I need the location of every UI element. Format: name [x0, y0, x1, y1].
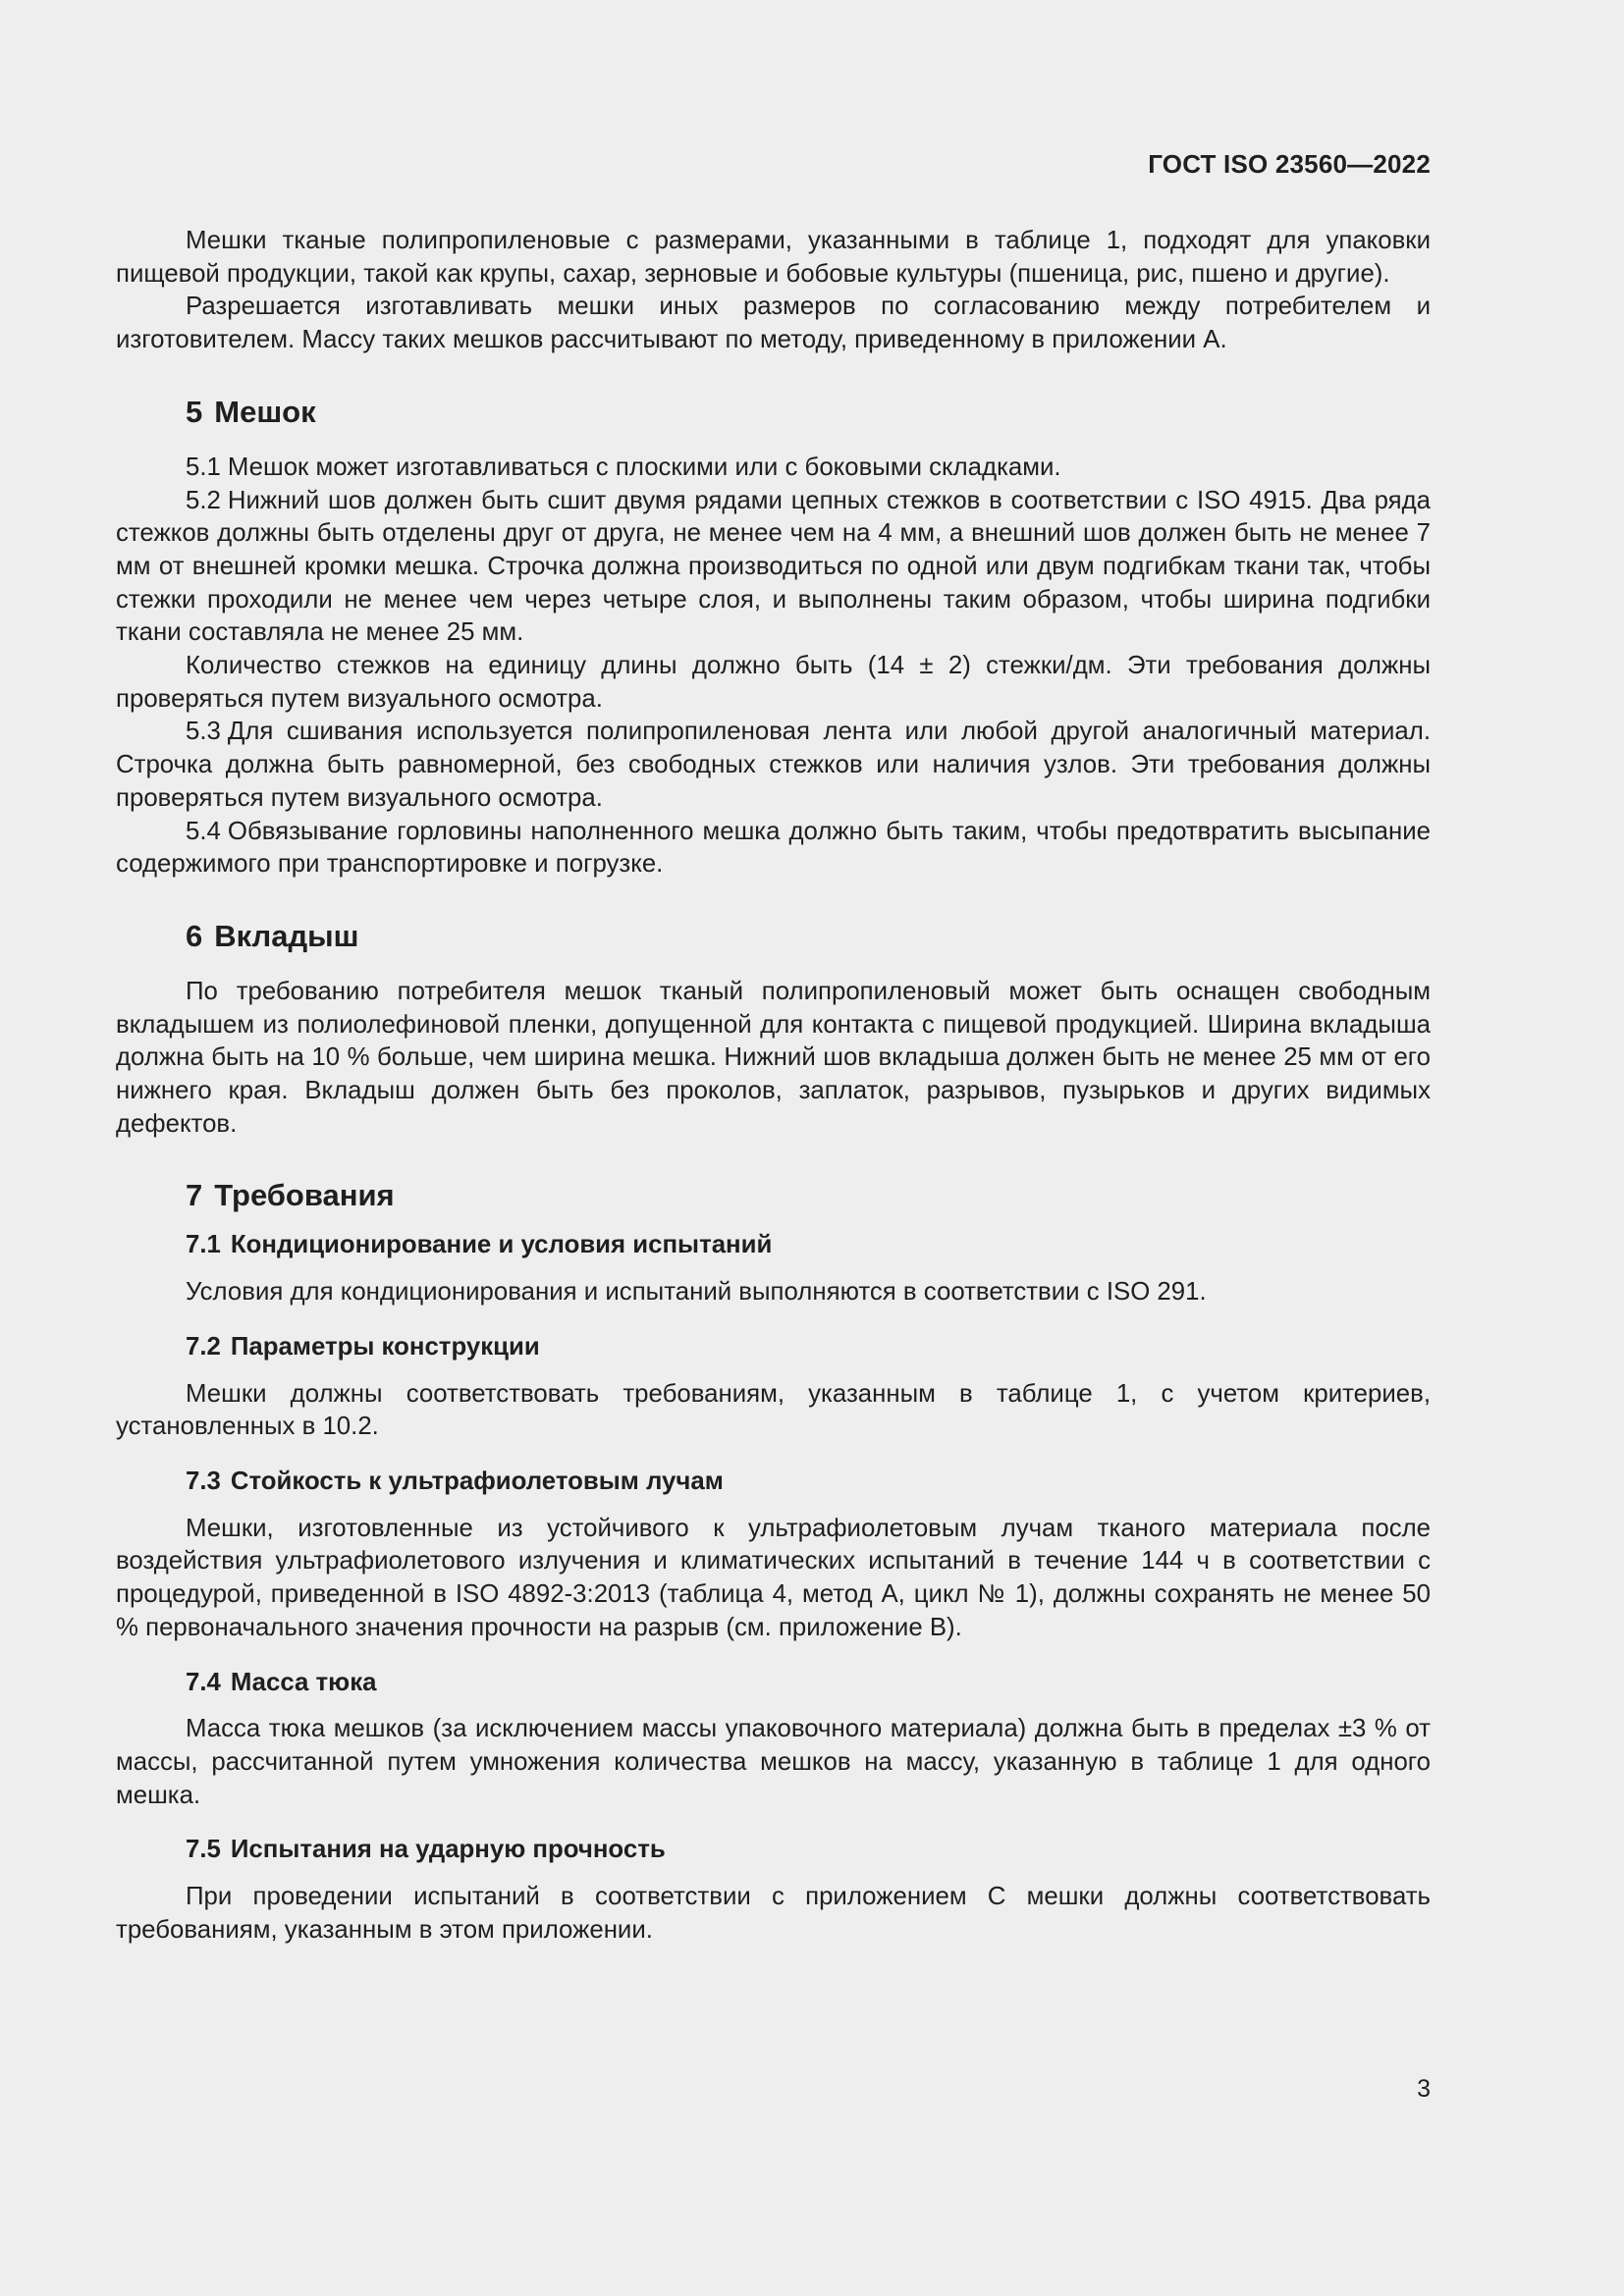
section-6-paragraph: По требованию потребителя мешок тканый полипропиленовый может быть оснащен свободным вкладышем из полиолефиновой пленки, допущенной для контакта с пищевой продукцией. Ширина вкладыша должна быть на 10 % больше, чем ширина мешка. Нижний шов вкладыша должен быть не менее 25 мм от его нижнего края. Вкладыш должен быть без проколов, заплаток, разрывов, пузырьков и других видимых дефектов.	[116, 977, 1431, 1138]
subsection-7-3-number: 7.3	[186, 1467, 221, 1495]
clause-5-3-text: Для сшивания используется полипропиленовая лента или любой другой аналогичный материал. Строчка должна быть равномерной, без свободных стежков или наличия узлов. Эти требования должны проверяться путем визуального осмотра.	[116, 718, 1431, 812]
section-5-title: Мешок	[214, 394, 316, 429]
subsection-7-1-title: Кондиционирование и условия испытаний	[230, 1231, 773, 1259]
clause-5-2-continuation: Количество стежков на единицу длины должно быть (14 ± 2) стежки/дм. Эти требования должны проверяться путем визуального осмотра.	[116, 652, 1431, 713]
section-7-title: Требования	[214, 1178, 395, 1213]
subsection-7-2-paragraph: Мешки должны соответствовать требованиям, указанным в таблице 1, с учетом критериев, установленных в 10.2.	[116, 1379, 1431, 1441]
clause-5-4-number: 5.4	[186, 817, 221, 845]
subsection-7-5-paragraph: При проведении испытаний в соответствии с приложением С мешки должны соответствовать требованиям, указанным в этом приложении.	[116, 1883, 1431, 1944]
clause-5-2-number: 5.2	[186, 486, 221, 514]
document-code-header: ГОСТ ISO 23560—2022	[1148, 149, 1431, 179]
subsection-7-4-paragraph: Масса тюка мешков (за исключением массы упаковочного материала) должна быть в пределах ±3 % от массы, рассчитанной путем умножения количества мешков на массу, указанную в таблице 1 для одного мешка.	[116, 1715, 1431, 1809]
clause-5-4	[116, 816, 1431, 881]
subsection-7-2-number: 7.2	[186, 1332, 221, 1361]
clause-5-4-text: Обвязывание горловины наполненного мешка должно быть таким, чтобы предотвратить высыпание содержимого при транспортировке и погрузке.	[116, 817, 1431, 879]
clause-5-3-number: 5.3	[186, 718, 221, 746]
clause-5-2	[116, 485, 1431, 651]
subsection-7-5-title: Испытания на ударную прочность	[230, 1836, 666, 1864]
section-5-number: 5	[186, 394, 203, 429]
subsection-7-1-number: 7.1	[186, 1231, 221, 1259]
subsection-7-4-title: Масса тюка	[230, 1668, 377, 1696]
subsection-7-1-heading	[116, 1229, 1431, 1262]
subsection-7-4-number: 7.4	[186, 1668, 221, 1696]
intro-paragraph-1: Мешки тканые полипропиленовые с размерами, указанными в таблице 1, подходят для упаковки пищевой продукции, такой как крупы, сахар, зерновые и бобовые культуры (пшеница, рис, пшено и другие).	[116, 227, 1431, 288]
intro-paragraph-2: Разрешается изготавливать мешки иных размеров по согласованию между потребителем и изготовителем. Массу таких мешков рассчитывают по методу, приведенному в приложении А.	[116, 293, 1431, 354]
section-6-number: 6	[186, 918, 203, 953]
subsection-7-1-paragraph: Условия для кондиционирования и испытаний выполняются в соответствии с ISO 291.	[186, 1278, 1207, 1307]
document-body	[116, 225, 1431, 1947]
section-7-heading	[116, 1176, 1431, 1215]
section-6-title: Вкладыш	[214, 918, 359, 953]
clause-5-1	[116, 452, 1431, 485]
section-6-heading	[116, 917, 1431, 956]
clause-5-1-number: 5.1	[186, 453, 221, 481]
subsection-7-3-title: Стойкость к ультрафиолетовым лучам	[230, 1467, 724, 1495]
subsection-7-5-heading	[116, 1834, 1431, 1867]
subsection-7-2-title: Параметры конструкции	[230, 1332, 540, 1361]
clause-5-3	[116, 716, 1431, 815]
page-number: 3	[1417, 2075, 1431, 2103]
subsection-7-5-number: 7.5	[186, 1836, 221, 1864]
subsection-7-3-heading	[116, 1466, 1431, 1499]
clause-5-1-text: Мешок может изготавливаться с плоскими или с боковыми складками.	[227, 453, 1061, 481]
document-page	[116, 0, 1431, 2296]
subsection-7-4-heading	[116, 1667, 1431, 1700]
subsection-7-3-paragraph: Мешки, изготовленные из устойчивого к ультрафиолетовым лучам тканого материала после воздействия ультрафиолетового излучения и климатических испытаний в течение 144 ч в соответствии с процедурой, приведенной в ISO 4892-3:2013 (таблица 4, метод А, цикл № 1), должны сохранять не менее 50 % первоначального значения прочности на разрыв (см. приложение В).	[116, 1514, 1431, 1641]
subsection-7-2-heading	[116, 1331, 1431, 1364]
clause-5-2-text: Нижний шов должен быть сшит двумя рядами цепных стежков в соответствии с ISO 4915. Два ряда стежков должны быть отделены друг от друга, не менее чем на 4 мм, а внешний шов должен быть не менее 7 мм от внешней кромки мешка. Строчка должна производиться по одной или двум подгибкам ткани так, чтобы стежки проходили не менее чем через четыре слоя, и выполнены таким образом, чтобы ширина подгибки ткани составляла не менее 25 мм.	[116, 486, 1431, 647]
section-5-heading	[116, 393, 1431, 432]
section-7-number: 7	[186, 1178, 203, 1213]
